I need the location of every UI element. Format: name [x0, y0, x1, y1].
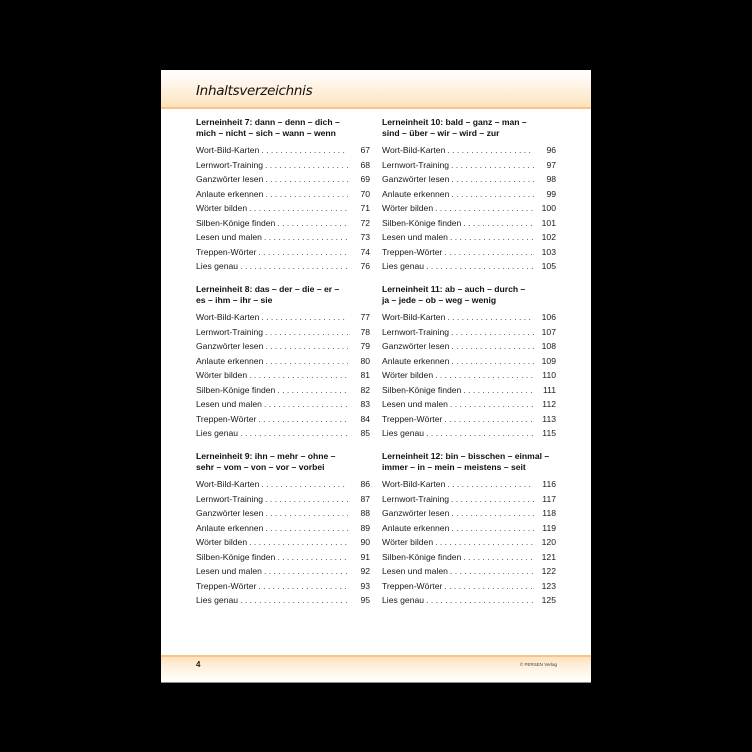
- toc-entry-page-number: 120: [541, 537, 556, 548]
- dot-leader: [265, 158, 348, 173]
- toc-entry-label: Lernwort-Training: [196, 159, 264, 170]
- toc-entry-page-number: 84: [360, 413, 370, 424]
- toc-entry: [382, 259, 556, 274]
- toc-entry-label: Lernwort-Training: [196, 493, 264, 504]
- toc-unit: [196, 451, 370, 608]
- toc-entry: [196, 187, 370, 202]
- toc-entry-page-number: 91: [360, 551, 370, 562]
- toc-entry-page-number: 116: [542, 479, 556, 490]
- dot-leader: [444, 579, 534, 594]
- toc-entry-page-number: 122: [541, 566, 556, 577]
- unit-heading: [196, 117, 370, 139]
- toc-entry-page-number: 98: [546, 174, 556, 185]
- toc-entry: [196, 158, 370, 173]
- toc-entry: [382, 521, 556, 536]
- toc-entry-label: Lies genau: [196, 428, 239, 439]
- dot-leader: [261, 310, 348, 325]
- toc-entry-label: Silben-Könige finden: [196, 384, 276, 395]
- toc-entry-page-number: 73: [360, 232, 370, 243]
- toc-entry: [196, 230, 370, 245]
- page-number: 4: [196, 660, 201, 669]
- toc-entry-page-number: 109: [541, 355, 556, 366]
- toc-entry: [196, 325, 370, 340]
- dot-leader: [258, 245, 348, 260]
- toc-entry: [382, 593, 556, 608]
- unit-heading-line1: Lerneinheit 8: das – der – die – er –: [196, 284, 340, 294]
- toc-entry-label: Wörter bilden: [382, 537, 434, 548]
- dot-leader: [261, 477, 348, 492]
- dot-leader: [261, 143, 348, 158]
- toc-unit: [196, 284, 370, 441]
- toc-entry: [382, 506, 556, 521]
- toc-entry: [196, 201, 370, 216]
- toc-entry: [382, 230, 556, 245]
- dot-leader: [444, 245, 534, 260]
- toc-entry: [382, 187, 556, 202]
- toc-entry: [196, 259, 370, 274]
- unit-heading: [382, 284, 556, 306]
- unit-heading-line1: Lerneinheit 12: bin – bisschen – einmal –: [382, 451, 550, 461]
- unit-heading-line2: mich – nicht – sich – wann – wenn: [196, 128, 336, 139]
- unit-heading-line2: sind – über – wir – wird – zur: [382, 128, 500, 139]
- dot-leader: [435, 368, 534, 383]
- toc-entry-label: Treppen-Wörter: [382, 413, 443, 424]
- dot-leader: [444, 412, 534, 427]
- toc-entry-page-number: 123: [541, 580, 556, 591]
- toc-entry-page-number: 111: [542, 384, 556, 395]
- toc-entry-label: Treppen-Wörter: [196, 580, 257, 591]
- dot-leader: [451, 354, 534, 369]
- dot-leader: [258, 579, 348, 594]
- toc-entry-page-number: 68: [360, 159, 370, 170]
- toc-entry-page-number: 80: [360, 355, 370, 366]
- copyright-notice: © PERSEN Verlag: [519, 662, 557, 667]
- document-page: [161, 70, 591, 682]
- toc-entry-page-number: 112: [542, 399, 556, 410]
- toc-entry-label: Lernwort-Training: [382, 326, 450, 337]
- toc-entry-page-number: 78: [360, 326, 370, 337]
- toc-entry-page-number: 115: [542, 428, 556, 439]
- toc-entry: [196, 310, 370, 325]
- toc-entry-label: Lies genau: [196, 595, 239, 606]
- dot-leader: [265, 187, 348, 202]
- toc-entry-page-number: 95: [360, 595, 370, 606]
- dot-leader: [451, 325, 534, 340]
- toc-entry: [382, 550, 556, 565]
- toc-entry: [382, 216, 556, 231]
- toc-entry-label: Lesen und malen: [382, 232, 448, 243]
- dot-leader: [451, 187, 534, 202]
- toc-entry-label: Wörter bilden: [382, 370, 434, 381]
- toc-entry-label: Lernwort-Training: [382, 159, 450, 170]
- toc-entry-label: Wörter bilden: [382, 203, 434, 214]
- dot-leader: [426, 593, 534, 608]
- toc-entry-page-number: 101: [541, 217, 556, 228]
- dot-leader: [249, 368, 348, 383]
- toc-entry-page-number: 93: [360, 580, 370, 591]
- toc-entry-label: Lesen und malen: [196, 566, 262, 577]
- toc-entry-page-number: 97: [546, 159, 556, 170]
- toc-entry-label: Ganzwörter lesen: [196, 174, 264, 185]
- dot-leader: [450, 230, 534, 245]
- toc-entry: [196, 412, 370, 427]
- toc-entry-label: Wort-Bild-Karten: [382, 145, 446, 156]
- toc-entry-label: Lernwort-Training: [382, 493, 450, 504]
- dot-leader: [258, 412, 348, 427]
- toc-entry: [382, 368, 556, 383]
- toc-entry: [196, 593, 370, 608]
- dot-leader: [265, 354, 348, 369]
- toc-entry-label: Ganzwörter lesen: [196, 341, 264, 352]
- toc-entry-page-number: 119: [542, 522, 556, 533]
- toc-entry-label: Treppen-Wörter: [382, 580, 443, 591]
- toc-entry: [382, 354, 556, 369]
- toc-entry-label: Anlaute erkennen: [382, 522, 450, 533]
- toc-entry-page-number: 113: [542, 413, 556, 424]
- dot-leader: [426, 259, 534, 274]
- toc-entry-label: Treppen-Wörter: [382, 246, 443, 257]
- toc-entry-page-number: 69: [360, 174, 370, 185]
- dot-leader: [447, 477, 534, 492]
- toc-entry: [196, 550, 370, 565]
- toc-entry-page-number: 85: [360, 428, 370, 439]
- toc-entry: [382, 310, 556, 325]
- dot-leader: [265, 506, 348, 521]
- unit-heading: [196, 451, 370, 473]
- toc-entry-page-number: 70: [360, 188, 370, 199]
- toc-entry-page-number: 102: [541, 232, 556, 243]
- toc-entry: [382, 397, 556, 412]
- toc-entry-label: Wort-Bild-Karten: [382, 312, 446, 323]
- dot-leader: [451, 339, 534, 354]
- unit-heading-line1: Lerneinheit 7: dann – denn – dich –: [196, 117, 340, 127]
- toc-entry-label: Lies genau: [196, 261, 239, 272]
- toc-unit: [382, 451, 556, 608]
- toc-entry-page-number: 107: [541, 326, 556, 337]
- toc-entry-label: Anlaute erkennen: [196, 355, 264, 366]
- unit-heading-line2: immer – in – mein – meistens – seit: [382, 462, 526, 473]
- toc-entry-label: Lesen und malen: [196, 399, 262, 410]
- toc-entry: [196, 339, 370, 354]
- dot-leader: [447, 310, 534, 325]
- page-header: [161, 70, 591, 109]
- toc-unit: [196, 117, 370, 274]
- toc-entry: [196, 143, 370, 158]
- dot-leader: [435, 201, 534, 216]
- toc-entry: [382, 426, 556, 441]
- toc-entry-page-number: 100: [541, 203, 556, 214]
- dot-leader: [249, 535, 348, 550]
- toc-entry-label: Lies genau: [382, 595, 425, 606]
- toc-entry: [196, 521, 370, 536]
- toc-entry: [196, 354, 370, 369]
- toc-entry-label: Lesen und malen: [196, 232, 262, 243]
- dot-leader: [240, 259, 348, 274]
- dot-leader: [447, 143, 534, 158]
- toc-entry: [382, 158, 556, 173]
- toc-entry-label: Silben-Könige finden: [382, 551, 462, 562]
- toc-entry: [382, 339, 556, 354]
- toc-entry: [382, 172, 556, 187]
- toc-entry: [382, 492, 556, 507]
- toc-entry: [196, 506, 370, 521]
- toc-entry-label: Anlaute erkennen: [382, 188, 450, 199]
- dot-leader: [451, 506, 534, 521]
- toc-entry-page-number: 99: [546, 188, 556, 199]
- toc-entry-label: Lernwort-Training: [196, 326, 264, 337]
- toc-entry-page-number: 87: [360, 493, 370, 504]
- toc-entry: [382, 579, 556, 594]
- toc-entry: [196, 492, 370, 507]
- dot-leader: [451, 172, 534, 187]
- toc-entry-label: Wörter bilden: [196, 370, 248, 381]
- toc-entry-page-number: 90: [360, 537, 370, 548]
- toc-entry: [382, 412, 556, 427]
- toc-entry-label: Anlaute erkennen: [196, 188, 264, 199]
- toc-entry: [382, 245, 556, 260]
- toc-entry-label: Wort-Bild-Karten: [196, 312, 260, 323]
- dot-leader: [451, 521, 534, 536]
- toc-entry: [382, 325, 556, 340]
- unit-heading: [382, 451, 556, 473]
- toc-entry-label: Wort-Bild-Karten: [382, 479, 446, 490]
- dot-leader: [265, 521, 348, 536]
- toc-entry: [196, 477, 370, 492]
- toc-entry-label: Treppen-Wörter: [196, 246, 257, 257]
- toc-entry-page-number: 105: [541, 261, 556, 272]
- toc-entry: [382, 143, 556, 158]
- dot-leader: [450, 564, 534, 579]
- toc-entry-label: Wörter bilden: [196, 203, 248, 214]
- toc-entry-label: Ganzwörter lesen: [196, 508, 264, 519]
- toc-unit: [382, 117, 556, 274]
- toc-entry: [382, 564, 556, 579]
- toc-entry: [196, 383, 370, 398]
- dot-leader: [240, 593, 348, 608]
- toc-entry-label: Silben-Könige finden: [196, 551, 276, 562]
- toc-entry: [382, 535, 556, 550]
- toc-entry-label: Anlaute erkennen: [382, 355, 450, 366]
- toc-entry: [382, 201, 556, 216]
- toc-entry-label: Silben-Könige finden: [382, 384, 462, 395]
- toc-entry-page-number: 88: [360, 508, 370, 519]
- toc-entry-label: Ganzwörter lesen: [382, 174, 450, 185]
- unit-heading: [382, 117, 556, 139]
- toc-entry-page-number: 89: [360, 522, 370, 533]
- dot-leader: [463, 550, 534, 565]
- dot-leader: [265, 339, 348, 354]
- toc-entry-page-number: 96: [546, 145, 556, 156]
- dot-leader: [249, 201, 348, 216]
- toc-entry: [196, 245, 370, 260]
- dot-leader: [264, 564, 348, 579]
- toc-entry-label: Wort-Bild-Karten: [196, 479, 260, 490]
- page-title: Inhaltsverzeichnis: [196, 83, 313, 99]
- dot-leader: [265, 325, 348, 340]
- toc-entry-label: Lesen und malen: [382, 566, 448, 577]
- dot-leader: [450, 397, 534, 412]
- dot-leader: [277, 216, 348, 231]
- dot-leader: [240, 426, 348, 441]
- toc-entry-page-number: 76: [360, 261, 370, 272]
- toc-entry-page-number: 103: [541, 246, 556, 257]
- dot-leader: [463, 383, 534, 398]
- toc-entry-page-number: 67: [360, 145, 370, 156]
- unit-heading-line1: Lerneinheit 11: ab – auch – durch –: [382, 284, 526, 294]
- toc-entry-page-number: 121: [541, 551, 556, 562]
- toc-entry-page-number: 110: [542, 370, 556, 381]
- dot-leader: [435, 535, 534, 550]
- toc-entry-label: Wörter bilden: [196, 537, 248, 548]
- toc-entry: [382, 477, 556, 492]
- toc-entry-label: Lies genau: [382, 261, 425, 272]
- toc-entry-label: Silben-Könige finden: [382, 217, 462, 228]
- toc-entry-page-number: 92: [360, 566, 370, 577]
- toc-entry-page-number: 83: [360, 399, 370, 410]
- dot-leader: [265, 492, 348, 507]
- page-footer: [161, 655, 591, 683]
- toc-entry-page-number: 72: [360, 217, 370, 228]
- unit-heading: [196, 284, 370, 306]
- toc-entry: [196, 397, 370, 412]
- toc-entry-page-number: 74: [360, 246, 370, 257]
- unit-heading-line2: ja – jede – ob – weg – wenig: [382, 295, 497, 306]
- toc-entry: [196, 535, 370, 550]
- toc-entry-label: Ganzwörter lesen: [382, 508, 450, 519]
- unit-heading-line2: sehr – vom – von – vor – vorbei: [196, 462, 325, 473]
- toc-entry-label: Anlaute erkennen: [196, 522, 264, 533]
- toc-entry-page-number: 77: [360, 312, 370, 323]
- dot-leader: [451, 158, 534, 173]
- toc-entry-page-number: 71: [360, 203, 370, 214]
- toc-entry: [196, 368, 370, 383]
- toc-entry-page-number: 106: [541, 312, 556, 323]
- toc-entry: [196, 579, 370, 594]
- dot-leader: [265, 172, 348, 187]
- dot-leader: [451, 492, 534, 507]
- dot-leader: [264, 230, 348, 245]
- toc-entry-label: Wort-Bild-Karten: [196, 145, 260, 156]
- unit-heading-line2: es – ihm – ihr – sie: [196, 295, 273, 306]
- dot-leader: [277, 383, 348, 398]
- toc-entry-page-number: 82: [360, 384, 370, 395]
- dot-leader: [463, 216, 534, 231]
- toc-entry-page-number: 108: [541, 341, 556, 352]
- toc-entry-label: Ganzwörter lesen: [382, 341, 450, 352]
- toc-entry-label: Lies genau: [382, 428, 425, 439]
- toc-entry-page-number: 118: [542, 508, 556, 519]
- toc-unit: [382, 284, 556, 441]
- toc-entry-label: Lesen und malen: [382, 399, 448, 410]
- dot-leader: [264, 397, 348, 412]
- dot-leader: [277, 550, 348, 565]
- unit-heading-line1: Lerneinheit 9: ihn – mehr – ohne –: [196, 451, 336, 461]
- toc-entry-page-number: 79: [360, 341, 370, 352]
- toc-entry-label: Silben-Könige finden: [196, 217, 276, 228]
- dot-leader: [426, 426, 534, 441]
- toc-entry: [196, 426, 370, 441]
- unit-heading-line1: Lerneinheit 10: bald – ganz – man –: [382, 117, 527, 127]
- toc-entry-page-number: 86: [360, 479, 370, 490]
- toc-entry: [196, 216, 370, 231]
- toc-entry-page-number: 117: [542, 493, 556, 504]
- toc-entry: [196, 564, 370, 579]
- toc-entry: [382, 383, 556, 398]
- toc-entry-page-number: 125: [541, 595, 556, 606]
- toc-entry-page-number: 81: [360, 370, 370, 381]
- toc-entry: [196, 172, 370, 187]
- toc-entry-label: Treppen-Wörter: [196, 413, 257, 424]
